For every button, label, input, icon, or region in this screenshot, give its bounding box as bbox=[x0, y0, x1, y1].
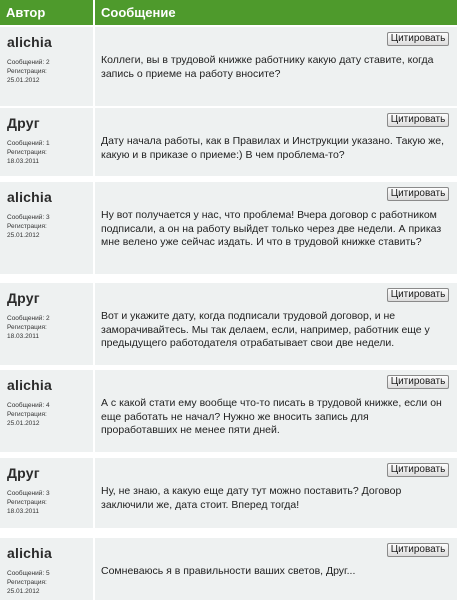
post-text: Сомневаюсь я в правильности ваших светов, Друг... bbox=[101, 565, 356, 577]
author-reg-label: Регистрация: bbox=[7, 223, 47, 230]
forum-post bbox=[0, 182, 457, 274]
quote-button[interactable]: Цитировать bbox=[387, 187, 449, 201]
quote-button[interactable]: Цитировать bbox=[387, 288, 449, 302]
post-message-cell bbox=[95, 370, 457, 452]
author-meta bbox=[7, 213, 93, 240]
message-column-header: Сообщение bbox=[95, 0, 457, 25]
author-reg-label: Регистрация: bbox=[7, 149, 47, 156]
author-name[interactable]: alichia bbox=[7, 377, 52, 393]
author-post-count: Сообщений: 2 bbox=[7, 315, 50, 322]
table-header bbox=[0, 0, 457, 25]
post-text: Ну, не знаю, а какую еще дату тут можно поставить? Договор заключили же, дата стоит. Вперед тогда! bbox=[101, 485, 402, 511]
author-reg-label: Регистрация: bbox=[7, 499, 47, 506]
quote-button[interactable]: Цитировать bbox=[387, 375, 449, 389]
author-reg-label: Регистрация: bbox=[7, 411, 47, 418]
author-reg-date: 25.01.2012 bbox=[7, 77, 40, 84]
post-author-cell bbox=[0, 538, 93, 600]
author-meta bbox=[7, 139, 93, 166]
post-author-cell bbox=[0, 283, 93, 365]
author-meta bbox=[7, 314, 93, 341]
post-text: Вот и укажите дату, когда подписали трудовой договор, и не заморачивайтесь. Мы так делаем, если, например, работник еще у предыдущего работодателя отрабатывает свои две недели. bbox=[101, 310, 430, 349]
post-text: А с какой стати ему вообще что-то писать в трудовой книжке, если он еще работать не начал? Нужно же вносить запись для проработавших не менее пяти дней. bbox=[101, 397, 442, 436]
forum-post bbox=[0, 538, 457, 600]
forum-post bbox=[0, 370, 457, 452]
author-name[interactable]: Друг bbox=[7, 465, 40, 481]
author-meta bbox=[7, 401, 93, 428]
post-author-cell bbox=[0, 27, 93, 106]
post-message-cell bbox=[95, 538, 457, 600]
forum-post bbox=[0, 108, 457, 176]
author-reg-date: 25.01.2012 bbox=[7, 420, 40, 427]
author-post-count: Сообщений: 2 bbox=[7, 59, 50, 66]
author-post-count: Сообщений: 1 bbox=[7, 140, 50, 147]
author-column-header: Автор bbox=[0, 0, 93, 25]
post-author-cell bbox=[0, 458, 93, 528]
author-reg-label: Регистрация: bbox=[7, 324, 47, 331]
post-author-cell bbox=[0, 182, 93, 274]
forum-post bbox=[0, 283, 457, 365]
author-reg-label: Регистрация: bbox=[7, 68, 47, 75]
author-name[interactable]: alichia bbox=[7, 34, 52, 50]
author-post-count: Сообщений: 3 bbox=[7, 214, 50, 221]
author-post-count: Сообщений: 4 bbox=[7, 402, 50, 409]
post-text: Коллеги, вы в трудовой книжке работнику какую дату ставите, когда запись о приеме на работу вносите? bbox=[101, 54, 434, 80]
post-message-cell bbox=[95, 27, 457, 106]
author-reg-date: 18.03.2011 bbox=[7, 508, 40, 515]
post-text: Дату начала работы, как в Правилах и Инструкции указано. Такую же, какую и в приказе о приеме:) В чем проблема-то? bbox=[101, 135, 445, 161]
post-message-cell bbox=[95, 283, 457, 365]
quote-button[interactable]: Цитировать bbox=[387, 113, 449, 127]
quote-button[interactable]: Цитировать bbox=[387, 543, 449, 557]
author-meta bbox=[7, 569, 93, 596]
quote-button[interactable]: Цитировать bbox=[387, 463, 449, 477]
forum-post bbox=[0, 458, 457, 528]
post-text: Ну вот получается у нас, что проблема! Вчера договор с работником подписали, а он на работу выйдет только через две недели. А приказ мне велено уже сейчас издать. И что в трудовой книжке ставить? bbox=[101, 209, 442, 248]
forum-post bbox=[0, 27, 457, 106]
quote-button[interactable]: Цитировать bbox=[387, 32, 449, 46]
author-reg-date: 25.01.2012 bbox=[7, 588, 40, 595]
author-meta bbox=[7, 58, 93, 85]
author-post-count: Сообщений: 5 bbox=[7, 570, 50, 577]
author-name[interactable]: Друг bbox=[7, 115, 40, 131]
author-meta bbox=[7, 489, 93, 516]
post-message-cell bbox=[95, 182, 457, 274]
author-name[interactable]: alichia bbox=[7, 189, 52, 205]
post-author-cell bbox=[0, 370, 93, 452]
author-reg-date: 18.03.2011 bbox=[7, 158, 40, 165]
author-post-count: Сообщений: 3 bbox=[7, 490, 50, 497]
post-message-cell bbox=[95, 108, 457, 176]
author-reg-date: 25.01.2012 bbox=[7, 232, 40, 239]
author-name[interactable]: Друг bbox=[7, 290, 40, 306]
author-reg-date: 18.03.2011 bbox=[7, 333, 40, 340]
post-message-cell bbox=[95, 458, 457, 528]
author-name[interactable]: alichia bbox=[7, 545, 52, 561]
post-author-cell bbox=[0, 108, 93, 176]
author-reg-label: Регистрация: bbox=[7, 579, 47, 586]
